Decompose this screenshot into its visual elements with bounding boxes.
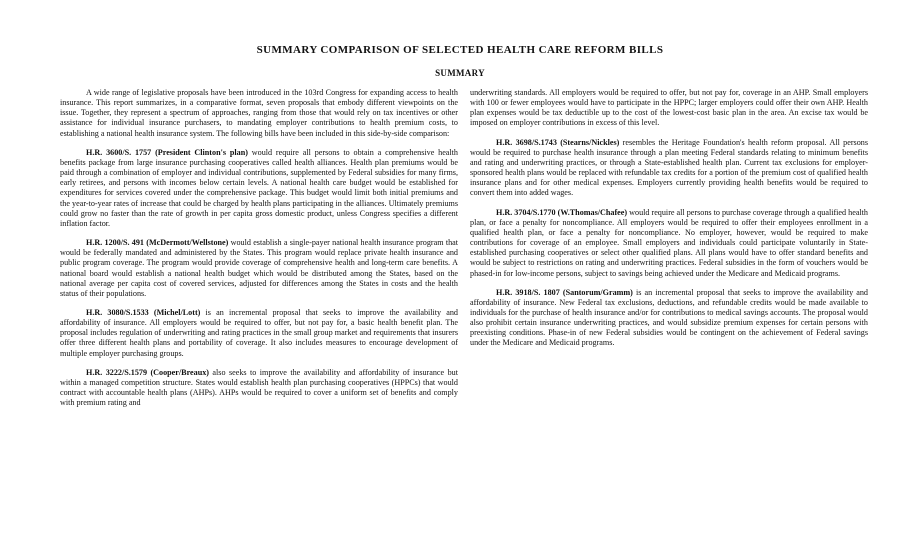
bill-title: H.R. 3918/S. 1807 (Santorum/Gramm) xyxy=(496,287,633,297)
thomas-paragraph xyxy=(470,208,868,279)
bill-title: H.R. 3600/S. 1757 (President Clinton's plan) xyxy=(86,147,248,157)
bill-summary: would require all persons to purchase coverage through a qualified health plan, or face a penalty for noncompliance. All employers would be required to offer their employees enrollment in a qualified health plan, or face a penalty for noncompliance. No employer, however, would be required to make contributions for coverage of an employee. Small employers and individuals could participate voluntarily in State-established purchasing cooperatives or select other qualified plans. All plans would have to offer standard benefits and would be subject to restrictions on rating and underwriting practices. Federal subsidies in the form of vouchers would be phased-in for low-income persons, subject to savings being achieved under the Medicare and Medicaid programs. xyxy=(470,207,868,278)
left-column xyxy=(60,88,458,408)
cooper-continuation: underwriting standards. All employers would be required to offer, but not pay for, coverage in an AHP. Small employers with 100 or fewer employees would have to participate in the HPPC; larger employers could offer their own AHP. Health plan expenses would be tax deductible up to the cost of the lowest-cost basic plan in the area. An excise tax would be imposed on employer contributions in excess of this level. xyxy=(470,88,868,128)
bill-title: H.R. 1200/S. 491 (McDermott/Wellstone) xyxy=(86,238,229,248)
stearns-paragraph xyxy=(470,138,868,199)
bill-summary: is an incremental proposal that seeks to improve the availability and affordability of insurance. New Federal tax exclusions, deductions, and refundable credits would be made available to individuals for the purchase of health insurance and/or for contributions to medical savings accounts. The proposal would also prohibit certain insurance underwriting practices, and would subsidize premium expenses for certain persons with preexisting conditions. Phase-in of new Federal subsidies would be contingent on the achievement of Federal savings under the Medicare and Medicaid programs. xyxy=(470,287,868,348)
bill-summary: also seeks to improve the availability and affordability of insurance but within a managed competition structure. States would establish health plan purchasing cooperatives (HPPCs) that would contract with accountable health plans (AHPs). AHPs would be required to cover a uniform set of benefits and comply with premium rating and xyxy=(60,367,458,408)
bill-title: H.R. 3704/S.1770 (W.Thomas/Chafee) xyxy=(496,207,628,217)
section-heading: SUMMARY xyxy=(435,68,485,78)
bill-summary: resembles the Heritage Foundation's health reform proposal. All persons would be required to purchase health insurance through a plan meeting Federal standards relating to minimum benefits and rating and underwriting practices, or through a State-established health plan. Current tax exclusions for employer-sponsored health plans would be replaced with refundable tax credits for a portion of the premium cost of qualified health insurance plans and for other medical expenses. Employers currently providing health benefits would be required to convert them into added wages. xyxy=(470,137,868,198)
clinton-paragraph xyxy=(60,148,458,229)
document-title: SUMMARY COMPARISON OF SELECTED HEALTH CARE REFORM BILLS xyxy=(256,44,664,56)
cooper-paragraph xyxy=(60,368,458,409)
bill-title: H.R. 3080/S.1533 (Michel/Lott) xyxy=(86,307,201,317)
bill-summary: would require all persons to obtain a comprehensive health benefits package from large insurance purchasing cooperatives called health alliances. Health plan premiums would be paid through a combination of employer and individual contributions, supplemented by Federal subsidies for many firms, early retirees, and persons with incomes below certain levels. A national health care budget would be established for expenditures for services covered under the comprehensive package. This budget would limit both initial premiums and the year-to-year rates of increase that could be charged by health plans participating in the alliances. Ultimately premiums could grow no faster than the rate of growth in per capita gross domestic product, unless Congress specifies a different inflation factor. xyxy=(60,147,458,228)
michel-paragraph xyxy=(60,308,458,359)
bill-title: H.R. 3222/S.1579 (Cooper/Breaux) xyxy=(86,367,209,377)
right-column xyxy=(470,88,868,349)
bill-title: H.R. 3698/S.1743 (Stearns/Nickles) xyxy=(496,137,620,147)
santorum-paragraph xyxy=(470,288,868,349)
bill-summary: is an incremental proposal that seeks to improve the availability and affordability of insurance. All employers would be required to offer, but not pay for, a basic health benefit plan. The proposal includes regulation of underwriting and rating practices in the small group market and requirements that insurers offer three different health plans and portability of coverage. It also includes measures to encourage development of multiple employer purchasing groups. xyxy=(60,307,458,358)
bill-summary: would establish a single-payer national health insurance program that would be federally mandated and administered by the States. This program would replace private health insurance and public program coverage. The program would provide coverage of comprehensive health and long-term care benefits. A national board would establish a national health budget which would be distributed among the States, based on the national average per capita cost of covered services, adjusted for differences among the States in costs and the health status of their populations. xyxy=(60,238,458,298)
mcdermott-paragraph xyxy=(60,238,458,299)
intro-paragraph: A wide range of legislative proposals have been introduced in the 103rd Congress for expanding access to health insurance. This report summarizes, in a comparative format, seven proposals that embody different viewpoints on the issue. Together, they represent a spectrum of approaches, ranging from those that would rely on tax incentives or other assistance for individual insurance purchasers, to mandating employer contributions to health premium costs, to establishing a national health insurance system. The following bills have been included in this side-by-side comparison: xyxy=(60,88,458,138)
